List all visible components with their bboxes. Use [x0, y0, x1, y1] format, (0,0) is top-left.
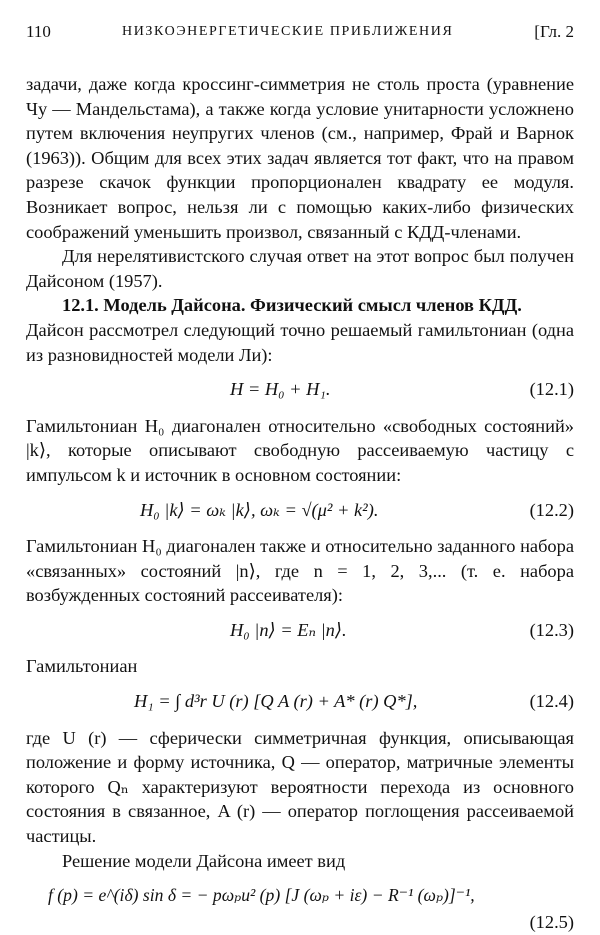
equation-12-4 [26, 689, 574, 714]
equation-12-1 [26, 377, 574, 402]
equation-formula: H₀ |n⟩ = Eₙ |n⟩. [230, 619, 347, 640]
equation-formula: H₀ |k⟩ = ωₖ |k⟩, ωₖ = √(μ² + k²). [140, 499, 379, 520]
page-number: 110 [26, 22, 51, 41]
equation-number: (12.2) [529, 499, 574, 520]
paragraph: Гамильтониан H₀ диагонален относительно «свободных состояний» |k⟩, которые описывают свободную рассеиваемую частицу с импульсом k и источник в основном состоянии: [26, 415, 574, 485]
equation-formula: H = H₀ + H₁. [230, 379, 331, 400]
section-heading: 12.1. Модель Дайсона. Физический смысл членов КДД. [62, 295, 522, 316]
paragraph: Гамильтониан [26, 656, 138, 677]
equation-12-3 [26, 618, 574, 643]
paragraph: где U (r) — сферически симметричная функция, описывающая положение и форму источника, Q — оператор, матричные элементы которого Qₙ характеризуют вероятности перехода из основного состояния в связанное, A (r) — оператор поглощения рассеиваемой частицы. [26, 727, 574, 847]
paragraph: Гамильтониан H₀ диагонален также и относительно заданного набора «связанных» состояний |n⟩, где n = 1, 2, 3,... (т. е. набора возбужденных состояний рассеивателя): [26, 536, 574, 606]
page-header [26, 22, 574, 46]
section-paragraph [26, 293, 574, 318]
paragraph: Для нерелятивистского случая ответ на этот вопрос был получен Дайсоном (1957). [26, 246, 574, 291]
equation-formula: f (p) = e^(iδ) sin δ = − pωₚu² (p) [J (ωₚ + iε) − R⁻¹ (ωₚ)]⁻¹, [48, 885, 475, 906]
equation-formula: H₁ = ∫ d³r U (r) [Q A (r) + A* (r) Q*], [134, 691, 418, 712]
equation-number: (12.1) [529, 379, 574, 400]
equation-12-5 [26, 883, 574, 933]
equation-number: (12.5) [529, 912, 574, 933]
equation-number: (12.4) [529, 691, 574, 712]
equation-number: (12.3) [529, 619, 574, 640]
running-title: НИЗКОЭНЕРГЕТИЧЕСКИЕ ПРИБЛИЖЕНИЯ [122, 24, 454, 39]
chapter-label: [Гл. 2 [534, 22, 574, 41]
equation-12-2 [26, 498, 574, 523]
paragraph: Дайсон рассмотрел следующий точно решаемый гамильтониан (одна из разновидностей модели Ли): [26, 319, 574, 365]
paragraph: Решение модели Дайсона имеет вид [62, 850, 346, 871]
paragraph: задачи, даже когда кроссинг-симметрия не столь проста (уравнение Чу — Мандельстама), а также когда условие унитарности усложнено путем включения неупругих членов (см., например, Фрай и Варнок (1963)). Общим для всех этих задач является тот факт, что на правом разрезе скачок функции пропорционален квадрату ее модуля. Возникает вопрос, нельзя ли с помощью каких-либо физических соображений уменьшить произвол, связанный с КДД-членами. [26, 74, 574, 242]
page-body [26, 72, 574, 933]
